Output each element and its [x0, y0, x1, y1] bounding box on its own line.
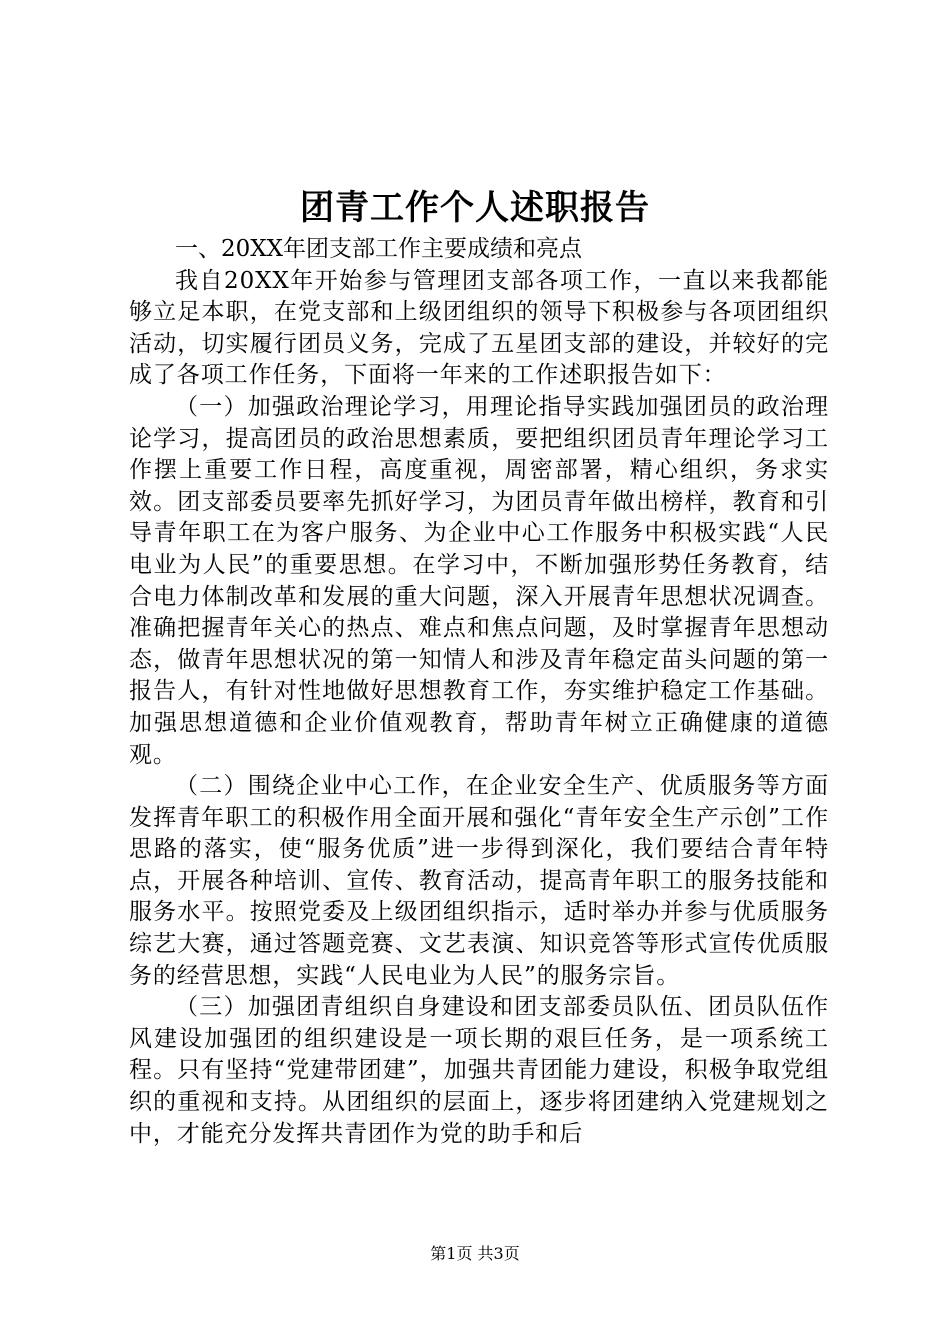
document-title: 团青工作个人述职报告 — [300, 188, 650, 228]
intro-paragraph: 我自20XX年开始参与管理团支部各项工作，一直以来我都能够立足本职，在党支部和上级团组织的领导下积极参与各项团组织活动，切实履行团员义务，完成了五星团支部的建设，并较好的完成了各项工作任务，下面将一年来的工作述职报告如下： — [129, 267, 829, 389]
section-heading: 一、20XX年团支部工作主要成绩和亮点 — [175, 236, 583, 262]
page-footer: 第1页 共3页 — [430, 1244, 520, 1263]
paragraph-enterprise-work: （二）围绕企业中心工作，在企业安全生产、优质服务等方面发挥青年职工的积极作用全面开展和强化“青年安全生产示创”工作思路的落实，使“服务优质”进一步得到深化，我们要结合青年特点，开展各种培训、宣传、教育活动，提高青年职工的服务技能和服务水平。按照党委及上级团组织指示，适时举办并参与优质服务综艺大赛，通过答题竞赛、文艺表演、知识竞答等形式宣传优质服务的经营思想，实践“人民电业为人民”的服务宗旨。 — [129, 773, 829, 989]
document-body — [129, 234, 829, 1150]
paragraph-political-study: （一）加强政治理论学习，用理论指导实践加强团员的政治理论学习，提高团员的政治思想素质，要把组织团员青年理论学习工作摆上重要工作日程，高度重视，周密部署，精心组织，务求实效。团支部委员要率先抓好学习，为团员青年做出榜样，教育和引导青年职工在为客户服务、为企业中心工作服务中积极实践“人民电业为人民”的重要思想。在学习中，不断加强形势任务教育，结合电力体制改革和发展的重大问题，深入开展青年思想状况调查。准确把握青年关心的热点、难点和焦点问题，及时掌握青年思想动态，做青年思想状况的第一知情人和涉及青年稳定苗头问题的第一报告人，有针对性地做好思想教育工作，夯实维护稳定工作基础。加强思想道德和企业价值观教育，帮助青年树立正确健康的道德观。 — [129, 393, 829, 768]
paragraph-organization-building: （三）加强团青组织自身建设和团支部委员队伍、团员队伍作风建设加强团的组织建设是一项长期的艰巨任务，是一项系统工程。只有坚持“党建带团建”，加强共青团能力建设，积极争取党组织的重视和支持。从团组织的层面上，逐步将团建纳入党建规划之中，才能充分发挥共青团作为党的助手和后 — [129, 994, 829, 1147]
